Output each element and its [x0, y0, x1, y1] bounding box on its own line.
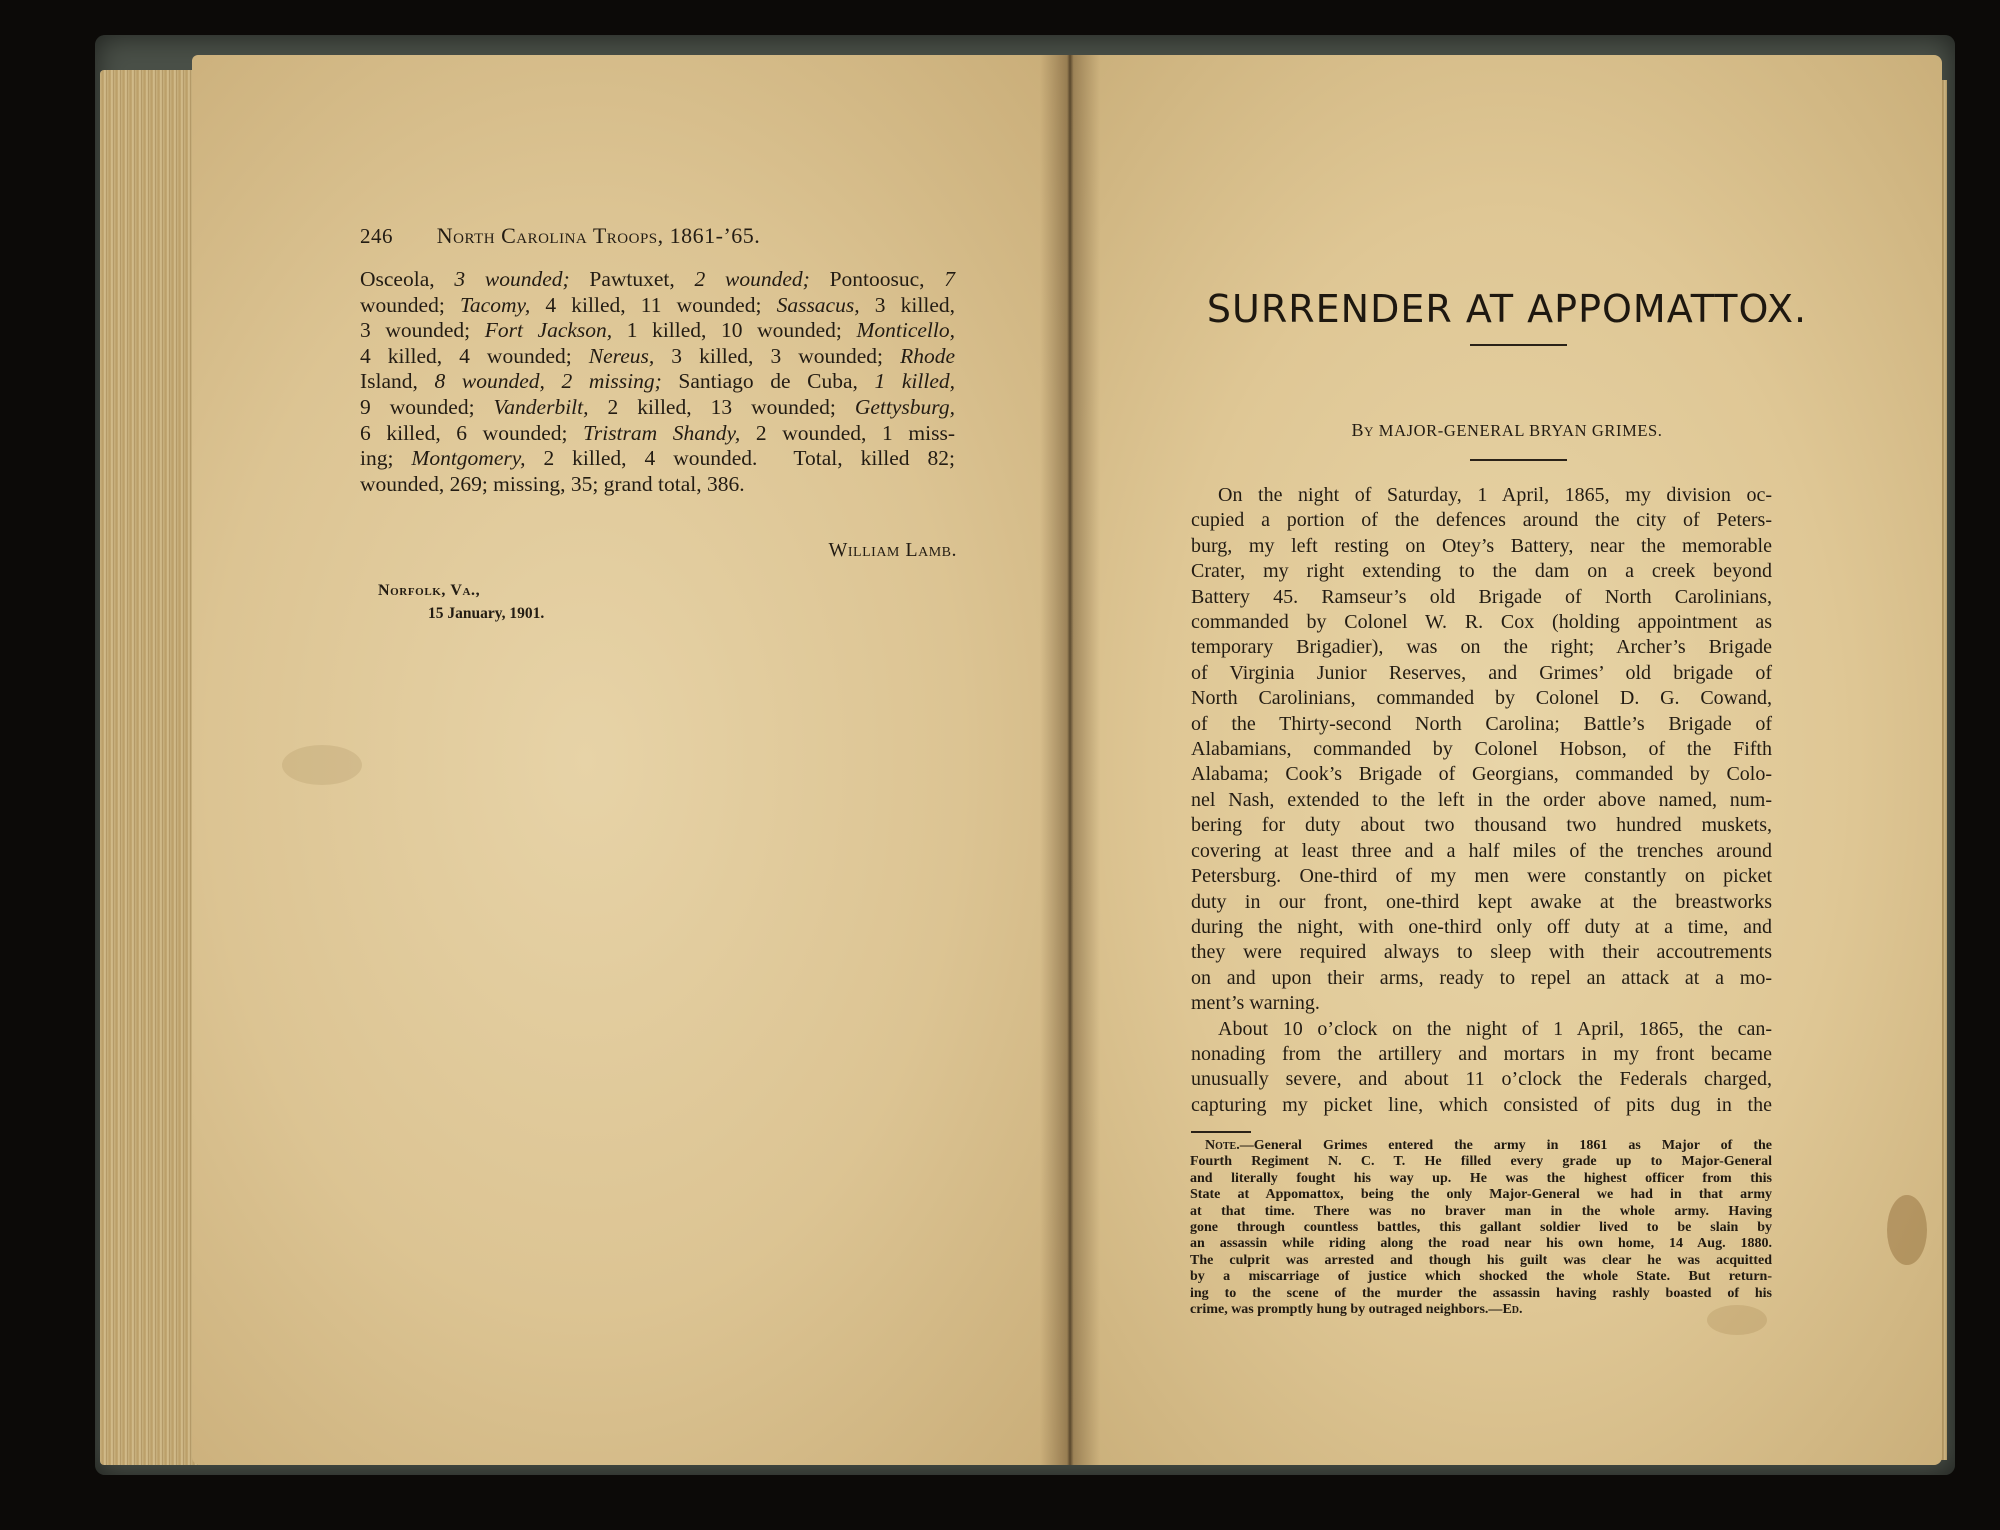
text-run: 6 killed, 6 wounded;	[360, 420, 584, 445]
ship-name: 1 killed,	[857, 369, 956, 394]
ship-name: Sassacus,	[776, 292, 860, 317]
text-line	[360, 395, 955, 421]
body-line: during the night, with one-third only off duty at a time, and	[1191, 915, 1772, 938]
ship-name: 8 wounded, 2 missing;	[417, 369, 679, 394]
body-line: of the Thirty-second North Carolina; Battle’s Brigade of	[1191, 712, 1772, 735]
note-text: gone through countless battles, this gallant soldier lived to be slain by	[1190, 1220, 1772, 1236]
text-run: ing;	[360, 446, 412, 471]
text-run: 4 killed, 4 wounded;	[360, 343, 589, 368]
stain	[282, 745, 362, 785]
footnote	[1190, 1138, 1772, 1318]
note-line	[1190, 1187, 1772, 1203]
body-line: About 10 o’clock on the night of 1 April, 1865, the can-	[1218, 1017, 1772, 1040]
text-line	[360, 446, 955, 472]
signature: William Lamb.	[828, 539, 957, 561]
date: 15 January, 1901.	[428, 605, 545, 622]
body-line: Alabama; Cook’s Brigade of Georgians, commanded by Colo-	[1191, 763, 1772, 786]
body-line: ment’s warning.	[1191, 992, 1320, 1015]
note-text: an assassin while riding along the road near his own home, 14 Aug. 1880.	[1190, 1236, 1772, 1252]
text-run: 2 killed, 4 wounded. Total, killed 82;	[525, 446, 955, 471]
note-label: Note.	[1205, 1138, 1240, 1153]
note-line	[1190, 1253, 1772, 1269]
note-line	[1190, 1154, 1772, 1170]
body-line: nonading from the artillery and mortars in my front became	[1191, 1042, 1772, 1065]
ship-name: Vanderbilt,	[493, 394, 589, 419]
text-run: 3 killed, 3 wounded;	[654, 343, 901, 368]
text-run: Osceola,	[360, 267, 435, 291]
note-text: by a miscarriage of justice which shocked the whole State. But return-	[1190, 1269, 1772, 1285]
byline-rule	[1470, 459, 1567, 461]
text-run: Pontoosuc,	[829, 267, 925, 291]
article-body	[1191, 483, 1772, 1118]
note-text: ing to the scene of the murder the assassin having rashly boasted of his	[1190, 1285, 1772, 1301]
body-line: covering at least three and a half miles of the trenches around	[1191, 839, 1772, 862]
text-run: wounded, 269; missing, 35; grand total, 386.	[360, 471, 745, 496]
body-line: duty in our front, one-third kept awake at the breastworks	[1191, 890, 1772, 913]
body-line: North Carolinians, commanded by Colonel D. G. Cowand,	[1191, 687, 1772, 710]
note-line	[1190, 1286, 1772, 1302]
note-text: State at Appomattox, being the only Major-General we had in that army	[1190, 1187, 1772, 1203]
right-page	[1067, 55, 1942, 1465]
note-line	[1190, 1204, 1772, 1220]
byline-name: MAJOR-GENERAL BRYAN GRIMES.	[1378, 421, 1663, 440]
note-line	[1190, 1269, 1772, 1285]
book-gutter	[1040, 55, 1100, 1465]
text-run: 3 killed,	[859, 292, 955, 317]
text-line	[360, 421, 955, 447]
ship-name: Nereus,	[588, 343, 655, 368]
text-run: Island,	[360, 369, 418, 394]
article-title: SURRENDER AT APPOMATTOX.	[1206, 287, 1808, 331]
body-line: bering for duty about two thousand two hundred muskets,	[1191, 814, 1772, 837]
body-line: unusually severe, and about 11 o’clock the Federals charged,	[1191, 1068, 1772, 1091]
ship-name: 7	[924, 267, 956, 291]
title-rule	[1470, 344, 1567, 346]
text-line	[360, 267, 955, 293]
note-line	[1190, 1171, 1772, 1187]
text-run: 2 wounded, 1 miss-	[740, 420, 955, 445]
note-line	[1190, 1236, 1772, 1252]
body-line: Petersburg. One-third of my men were constantly on picket	[1191, 865, 1772, 888]
ship-name: 3 wounded;	[434, 267, 590, 291]
ship-name: Tristram Shandy,	[583, 420, 741, 445]
ship-name: Gettysburg,	[854, 394, 955, 419]
note-text: The culprit was arrested and though his guilt was clear he was acquitted	[1190, 1252, 1772, 1268]
ship-name: Tacomy,	[459, 292, 531, 317]
text-line	[360, 369, 955, 395]
ship-name: 2 wounded;	[674, 267, 830, 291]
ship-name: Fort Jackson,	[484, 318, 613, 343]
text-line	[360, 293, 955, 319]
body-line: temporary Brigadier), was on the right; Archer’s Brigade	[1191, 636, 1772, 659]
body-line: capturing my picket line, which consisted of pits dug in the	[1191, 1093, 1772, 1116]
body-line: of Virginia Junior Reserves, and Grimes’ old brigade of	[1191, 661, 1772, 684]
note-text: —General Grimes entered the army in 1861 as Major of the	[1239, 1138, 1772, 1153]
note-text: Fourth Regiment N. C. T. He filled every grade up to Major-General	[1190, 1154, 1772, 1170]
casualty-list	[360, 267, 955, 497]
place: Norfolk, Va.,	[378, 582, 481, 599]
running-title: North Carolina Troops, 1861-’65.	[436, 223, 761, 248]
note-text: and literally fought his way up. He was the highest officer from this	[1190, 1170, 1772, 1186]
body-line: they were required always to sleep with their accoutrements	[1191, 941, 1772, 964]
text-run: Santiago de Cuba,	[678, 369, 858, 394]
note-rule	[1191, 1131, 1251, 1133]
note-line	[1190, 1302, 1772, 1318]
text-run: 9 wounded;	[360, 394, 494, 419]
body-line: Battery 45. Ramseur’s old Brigade of North Carolinians,	[1191, 585, 1772, 608]
note-text: at that time. There was no braver man in the whole army. Having	[1190, 1203, 1772, 1219]
text-run: 1 killed, 10 wounded;	[612, 318, 857, 343]
text-line	[360, 472, 955, 498]
text-line	[360, 344, 955, 370]
text-line	[360, 318, 955, 344]
text-run: 4 killed, 11 wounded;	[530, 292, 777, 317]
running-head	[360, 223, 920, 249]
body-line: Alabamians, commanded by Colonel Hobson, of the Fifth	[1191, 738, 1772, 761]
byline-prefix: By	[1351, 420, 1375, 440]
body-line: cupied a portion of the defences around the city of Peters-	[1191, 509, 1772, 532]
body-line: burg, my left resting on Otey’s Battery, near the memorable	[1191, 534, 1772, 557]
ship-name: Monticello,	[856, 318, 955, 343]
note-line	[1190, 1220, 1772, 1236]
note-text: crime, was promptly hung by outraged neighbors.—	[1190, 1302, 1503, 1318]
text-run: 3 wounded;	[360, 318, 485, 343]
body-line: commanded by Colonel W. R. Cox (holding appointment as	[1191, 611, 1772, 634]
text-run: Pawtuxet,	[589, 267, 675, 291]
ship-name: Rhode	[900, 343, 955, 368]
text-run: wounded;	[360, 292, 460, 317]
byline	[1187, 420, 1827, 441]
page-number: 246	[360, 224, 393, 248]
note-line	[1190, 1138, 1772, 1154]
body-line: Crater, my right extending to the dam on a creek beyond	[1191, 560, 1772, 583]
ship-name: Montgomery,	[411, 446, 526, 471]
page-edges-left	[100, 70, 200, 1465]
stain	[1887, 1195, 1927, 1265]
left-page	[192, 55, 1067, 1465]
body-line: on and upon their arms, ready to repel an attack at a mo-	[1191, 966, 1772, 989]
body-line: On the night of Saturday, 1 April, 1865, my division oc-	[1218, 484, 1772, 506]
body-line: nel Nash, extended to the left in the order above named, num-	[1191, 788, 1772, 811]
note-editor: Ed.	[1502, 1302, 1523, 1318]
text-run: 2 killed, 13 wounded;	[588, 394, 855, 419]
